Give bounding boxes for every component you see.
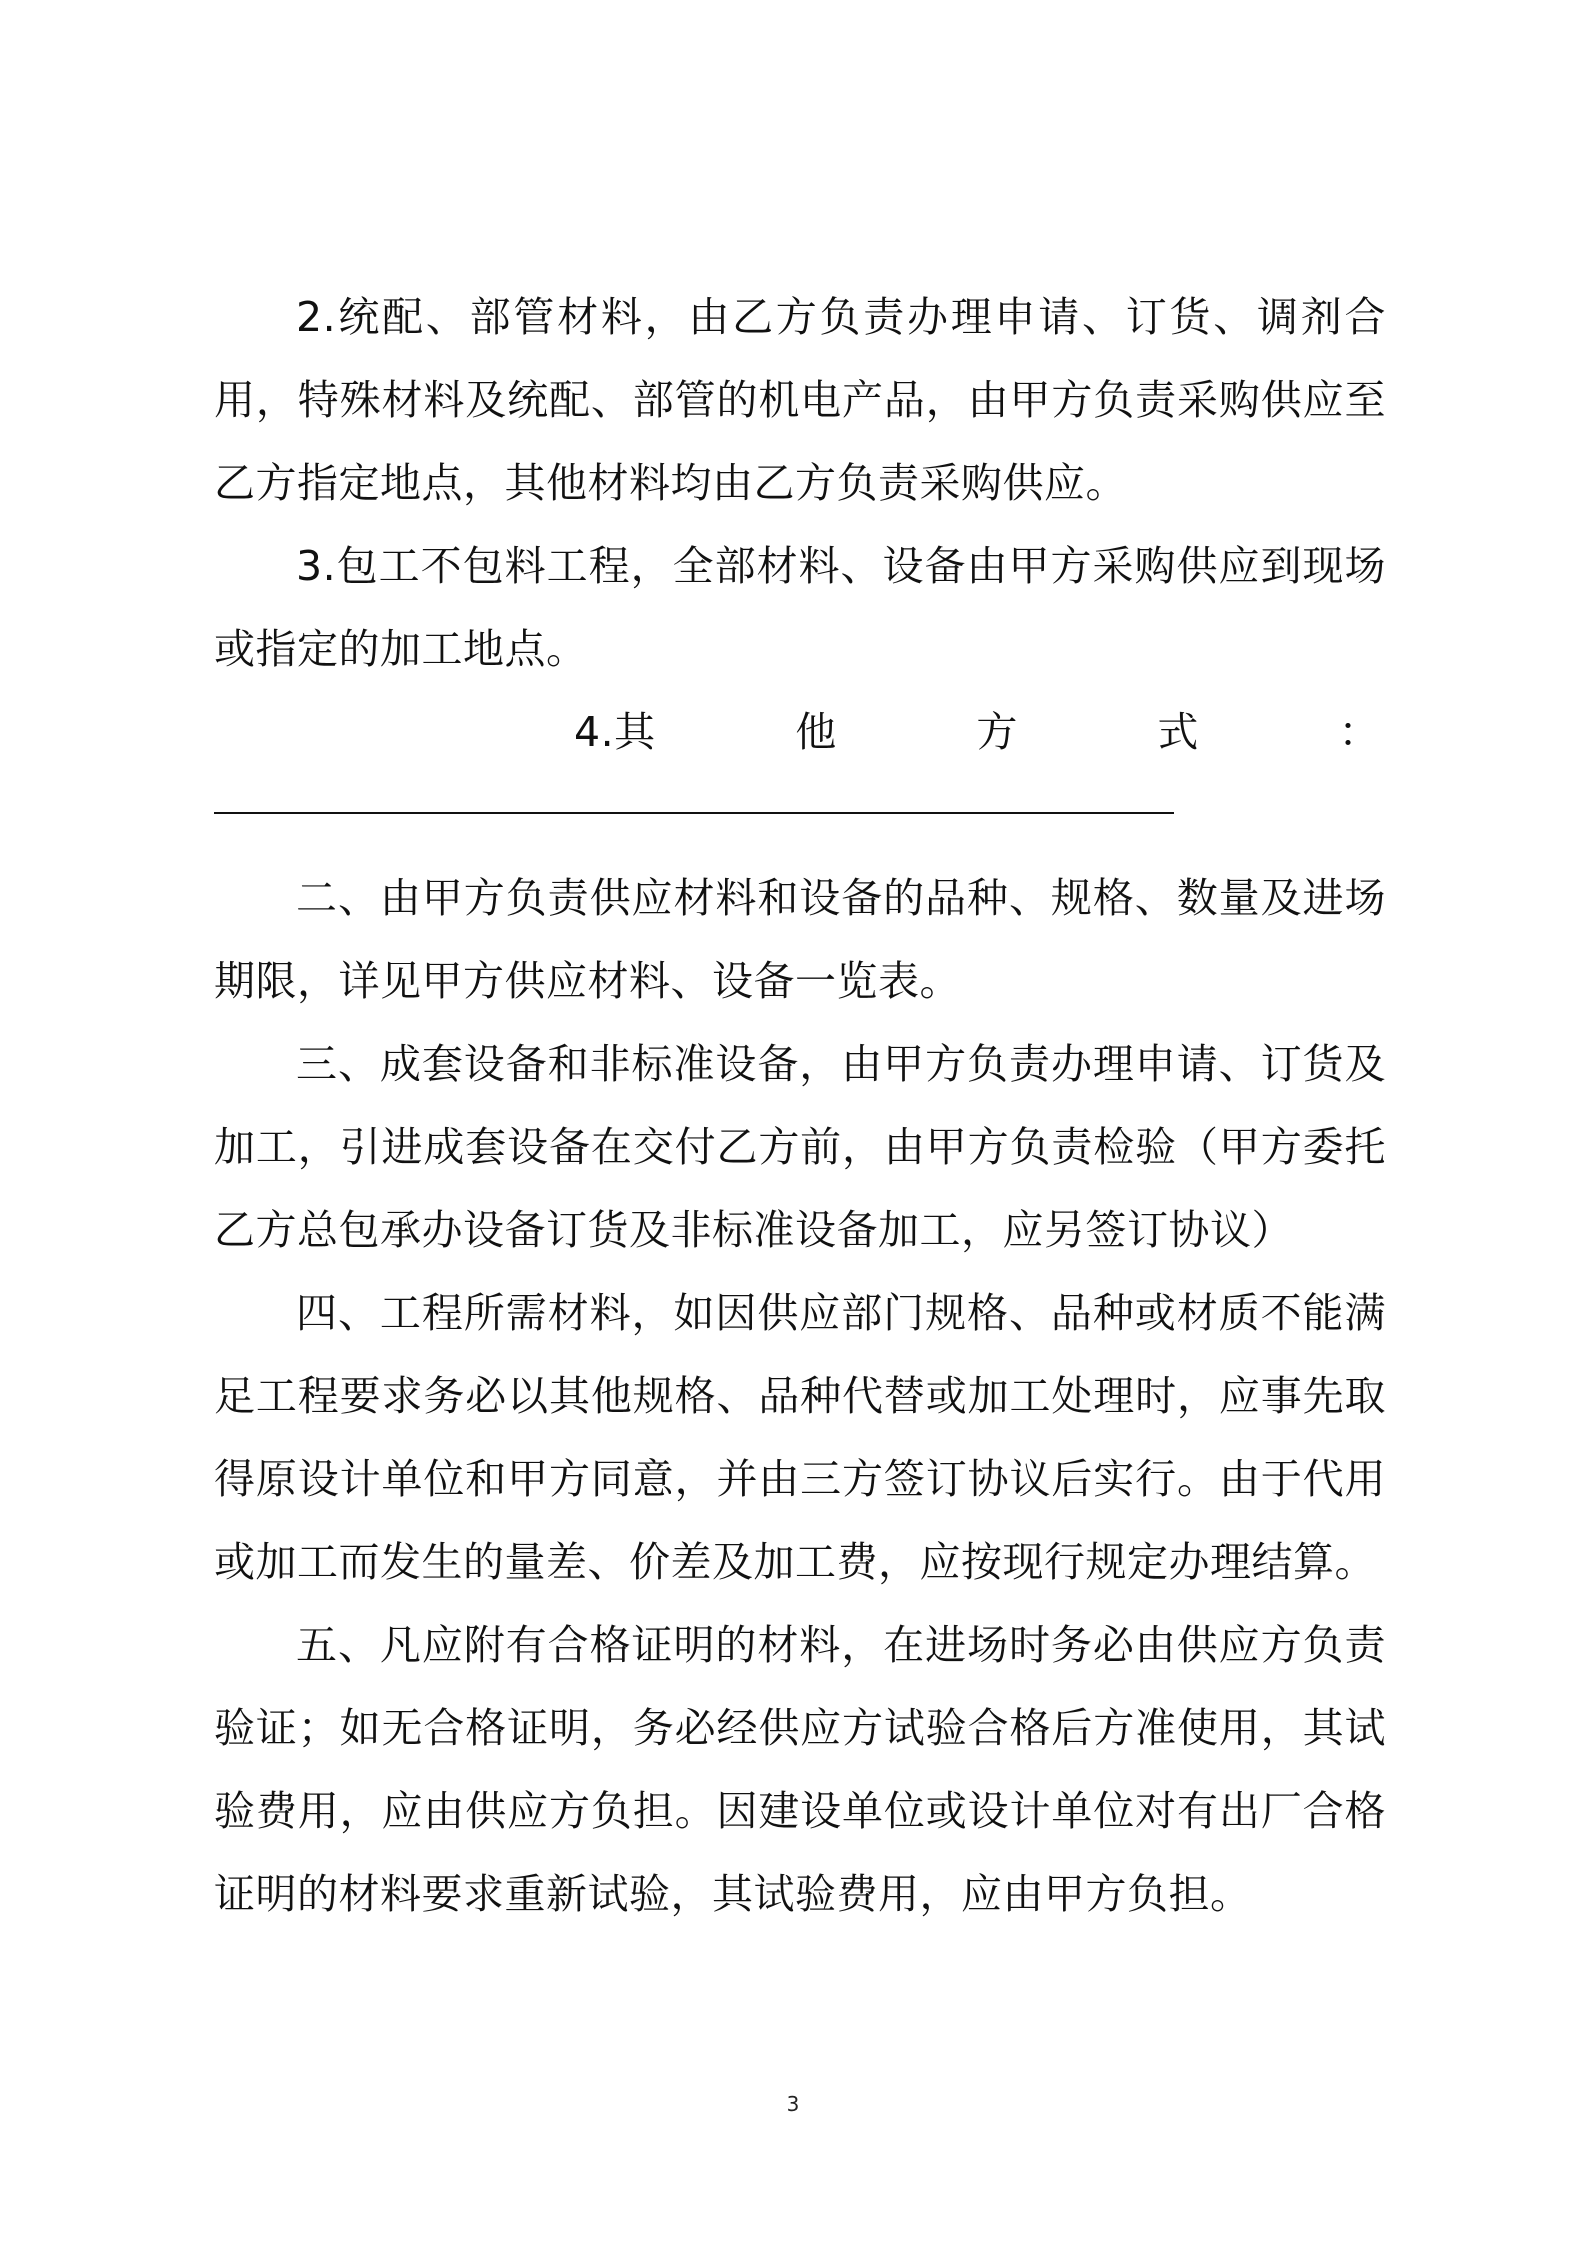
section-four: 四、工程所需材料，如因供应部门规格、品种或材质不能满足工程要求务必以其他规格、品种代替或加工处理时，应事先取得原设计单位和甲方同意，并由三方签订协议后实行。由于代用或加工而发生的量差、价差及加工费，应按现行规定办理结算。 [214,1289,1386,1586]
other-method-char: ： [1338,708,1380,756]
other-method-char: 式 [1157,708,1199,756]
paragraph-item-2: 2.统配、部管材料，由乙方负责办理申请、订货、调剂合用，特殊材料及统配、部管的机电产品，由甲方负责采购供应至乙方指定地点，其他材料均由乙方负责采购供应。 [214,293,1386,507]
document-body [214,276,1386,1936]
page-number: 3 [786,2092,800,2116]
fill-in-blank-rule [214,812,1174,814]
other-method-char: 方 [976,708,1018,756]
section-three: 三、成套设备和非标准设备，由甲方负责办理申请、订货及加工，引进成套设备在交付乙方前，由甲方负责检验（甲方委托乙方总包承办设备订货及非标准设备加工，应另签订协议） [214,1040,1386,1254]
paragraph-item-3: 3.包工不包料工程，全部材料、设备由甲方采购供应到现场或指定的加工地点。 [214,542,1386,673]
other-method-line [214,691,1386,774]
fill-in-blank [214,774,1386,857]
section-five: 五、凡应附有合格证明的材料，在进场时务必由供应方负责验证；如无合格证明，务必经供应方试验合格后方准使用，其试验费用，应由供应方负担。因建设单位或设计单位对有出厂合格证明的材料要求重新试验，其试验费用，应由甲方负担。 [214,1621,1386,1918]
other-method-char: 他 [795,708,837,756]
section-two: 二、由甲方负责供应材料和设备的品种、规格、数量及进场期限，详见甲方供应材料、设备一览表。 [214,874,1386,1005]
other-method-char: 4.其 [574,708,656,756]
